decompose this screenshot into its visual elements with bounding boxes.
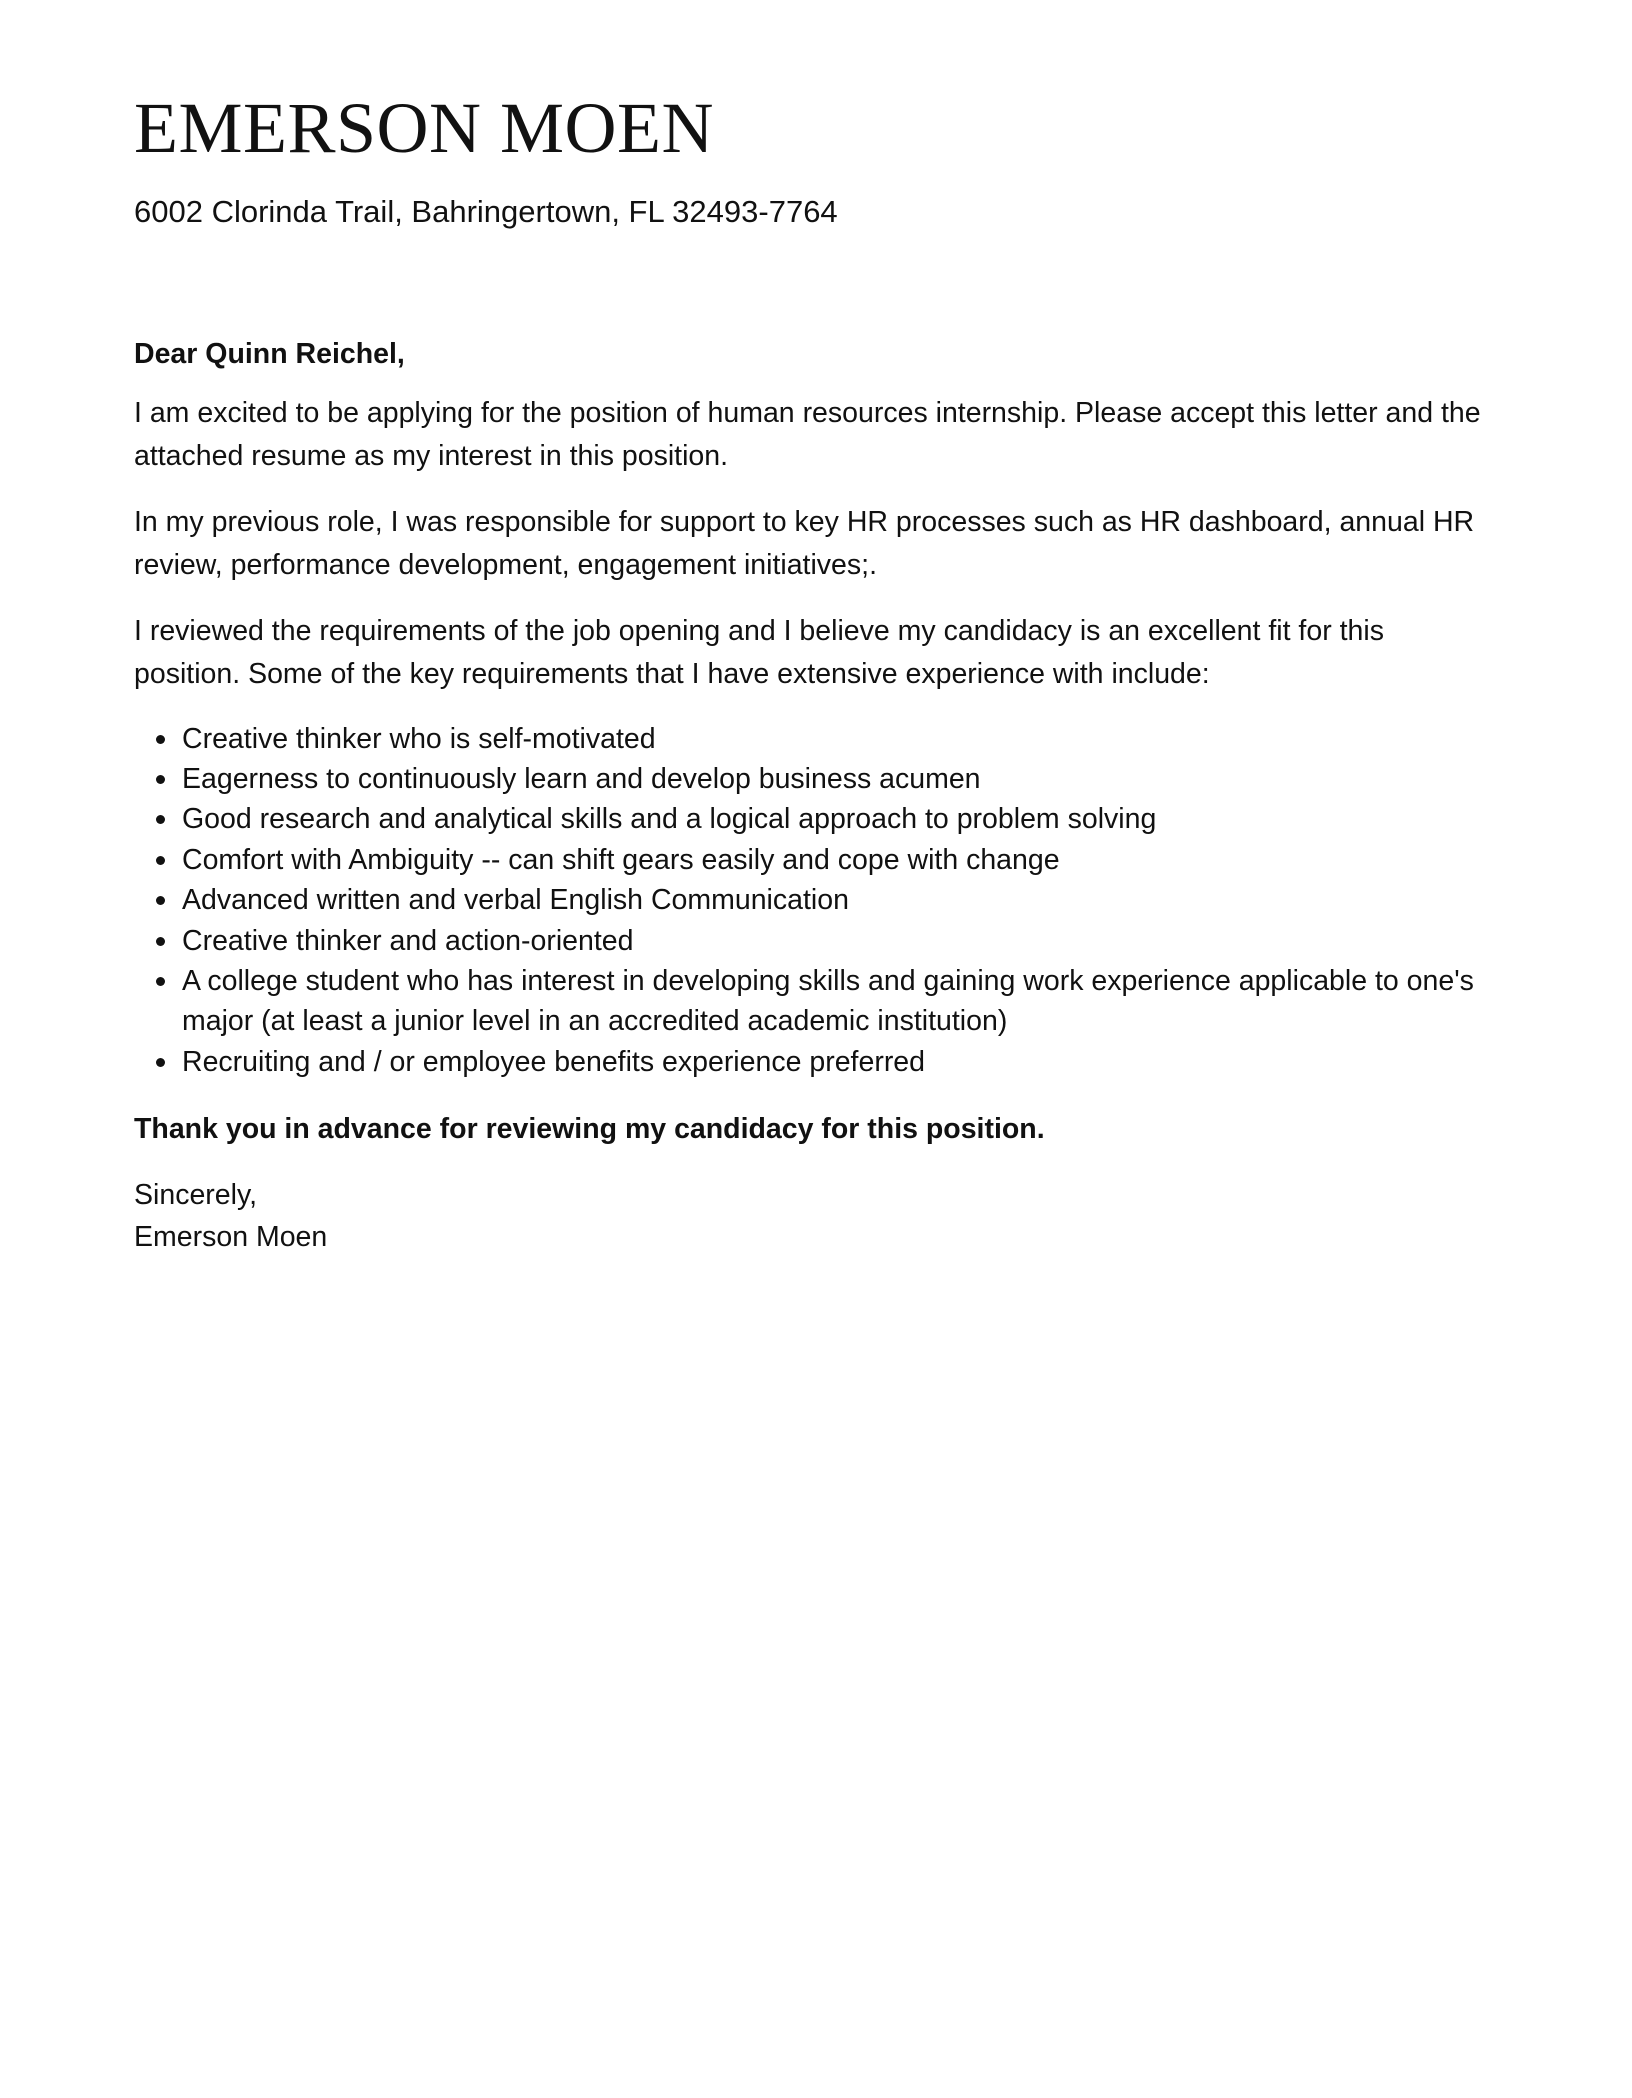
experience-paragraph: In my previous role, I was responsible for support to key HR processes such as HR dashboard, annual HR review, performance development, engagement initiatives;.: [134, 505, 1475, 581]
bullet-icon: [156, 896, 165, 905]
requirements-list: [134, 719, 1494, 1083]
list-item-text: A college student who has interest in developing skills and gaining work experience applicable to one's major (at least a junior level in an accredited academic institution): [182, 964, 1474, 1038]
signature-name: Emerson Moen: [134, 1220, 328, 1253]
bullet-icon: [156, 815, 165, 824]
list-item-text: Creative thinker and action-oriented: [182, 924, 634, 957]
letter-body: [134, 333, 1494, 1258]
bullet-icon: [156, 1058, 165, 1067]
closing-block: [134, 1174, 1494, 1258]
bullet-icon: [156, 775, 165, 784]
list-item: [134, 799, 1494, 839]
list-item: [134, 1042, 1494, 1082]
salutation: Dear Quinn Reichel,: [134, 338, 405, 370]
intro-paragraph: I am excited to be applying for the position of human resources internship. Please accept this letter and the attached resume as my interest in this position.: [134, 396, 1481, 472]
bullet-icon: [156, 977, 165, 986]
list-item: [134, 921, 1494, 961]
bullet-icon: [156, 856, 165, 865]
list-item-text: Good research and analytical skills and a logical approach to problem solving: [182, 803, 1157, 836]
thank-you-line: Thank you in advance for reviewing my candidacy for this position.: [134, 1113, 1045, 1146]
list-item: [134, 719, 1494, 759]
list-item: [134, 961, 1494, 1042]
list-item-text: Advanced written and verbal English Communication: [182, 884, 849, 917]
list-item: [134, 759, 1494, 799]
list-item-text: Recruiting and / or employee benefits experience preferred: [182, 1045, 926, 1078]
applicant-address: 6002 Clorinda Trail, Bahringertown, FL 32493-7764: [134, 194, 838, 229]
list-item-text: Comfort with Ambiguity -- can shift gears easily and cope with change: [182, 843, 1060, 876]
closing-phrase: Sincerely,: [134, 1178, 258, 1211]
list-item: [134, 880, 1494, 920]
bullet-icon: [156, 735, 165, 744]
list-item-text: Eagerness to continuously learn and develop business acumen: [182, 762, 981, 795]
applicant-name: EMERSON MOEN: [134, 88, 715, 168]
list-item-text: Creative thinker who is self-motivated: [182, 722, 656, 755]
bullet-icon: [156, 937, 165, 946]
list-item: [134, 840, 1494, 880]
requirements-intro-paragraph: I reviewed the requirements of the job opening and I believe my candidacy is an excellent fit for this position. Some of the key requirements that I have extensive experience with include:: [134, 614, 1384, 690]
